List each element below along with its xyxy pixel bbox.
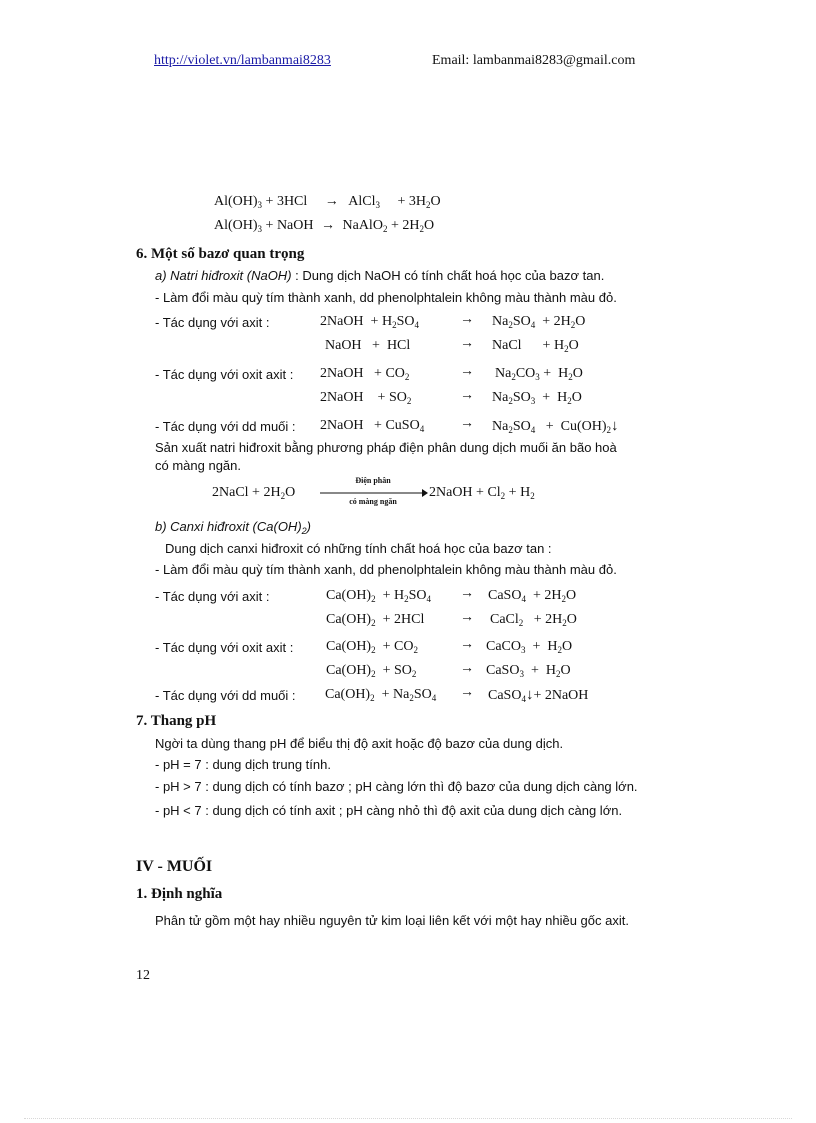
equation-caoh2-h2so4: $Ca(OH)_2 + H_2SO_4$: [326, 588, 432, 604]
caoh2-title: b) Canxi hiđroxit $(Ca(OH)_2)$: [155, 519, 312, 536]
equation-caoh2-na2so4-products: CaSO$_4$↓+ 2NaOH: [488, 687, 589, 704]
equation-naoh-co2-products: $Na_2CO_3 + H_2O$: [495, 366, 583, 382]
equation-electrolysis-reactants: 2NaCl + $2H_2O$: [212, 485, 296, 501]
ph-intro: Ngời ta dùng thang pH để biểu thị độ axit hoặc độ bazơ của dung dịch.: [155, 736, 564, 751]
ph-basic: - pH > 7 : dung dịch có tính bazơ ; pH càng lớn thì độ bazơ của dung dịch càng lớn.: [155, 779, 638, 794]
equation-naoh-hcl: NaOH + HCl: [325, 338, 411, 353]
electrolysis-label-top: Điện phân: [355, 476, 391, 485]
page-bottom-divider: [24, 1118, 792, 1119]
ph-acidic: - pH < 7 : dung dịch có tính axit ; pH càng nhỏ thì độ axit của dung dịch càng lớn.: [155, 803, 623, 818]
equation-caoh2-hcl: $Ca(OH)_2 + 2HCl$: [326, 612, 425, 628]
naoh-title: a) Natri hiđroxit (NaOH): [155, 268, 292, 283]
electrolysis-label-bottom: có màng ngăn: [349, 497, 397, 506]
electrolysis-arrow: [318, 476, 428, 510]
arrow-icon: →: [460, 416, 474, 431]
caoh2-acid-label: - Tác dụng với axit :: [155, 589, 270, 604]
section-iv-title: IV - MUỐI: [136, 858, 213, 875]
equation-caoh2-so2-products: CaSO$_3$ + $H_2O$: [486, 663, 571, 679]
arrow-icon: →: [460, 336, 474, 351]
caoh2-desc: Dung dịch canxi hiđroxit có những tính chất hoá học của bazơ tan :: [165, 541, 552, 556]
section-7-title: 7. Thang pH: [136, 713, 217, 729]
section-6-title: 6. Một số bazơ quan trọng: [136, 246, 305, 262]
equation-naoh-so2-products: $Na_2SO_3 + H_2O$: [492, 390, 582, 406]
arrow-icon: →: [460, 610, 474, 625]
naoh-production-line2: có màng ngăn.: [155, 458, 242, 473]
equation-aloh3-naoh: $Al(OH)_3$ + NaOH → NaAlO$_2$ + $2H_2O$: [214, 218, 435, 234]
naoh-desc: : Dung dịch NaOH có tính chất hoá học của bazơ tan.: [295, 268, 605, 283]
equation-caoh2-co2-products: CaCO$_3$ + $H_2O$: [486, 639, 573, 655]
equation-naoh-cuso4-products: $Na_2SO_4$ + $Cu(OH)_2↓$: [492, 418, 619, 435]
equation-naoh-cuso4: 2NaOH + CuSO$_4$: [320, 418, 425, 434]
equation-naoh-h2so4-products: $Na_2SO_4 + 2H_2O$: [492, 314, 586, 330]
equation-electrolysis-products: 2NaOH + $Cl_2 + H_2$: [429, 485, 535, 501]
arrow-icon: →: [460, 637, 474, 652]
naoh-intro: [155, 268, 604, 283]
section-iv-1-title: 1. Định nghĩa: [136, 886, 223, 902]
header-url-link[interactable]: http://violet.vn/lambanmai8283: [154, 53, 331, 68]
equation-naoh-co2: 2NaOH + $CO_2$: [320, 366, 410, 382]
arrow-icon: →: [460, 586, 474, 601]
equation-caoh2-hcl-products: CaCl$_2$ + $2H_2O$: [490, 612, 577, 628]
caoh2-salt-label: - Tác dụng với dd muối :: [155, 688, 296, 703]
naoh-salt-label: - Tác dụng với dd muối :: [155, 419, 296, 434]
naoh-production-line1: Sản xuất natri hiđroxit bằng phương pháp điện phân dung dịch muối ăn bão hoà: [155, 440, 617, 455]
equation-aloh3-hcl: $Al(OH)_3 + 3HCl$ → AlCl$_3$ + $3H_2O$: [214, 194, 441, 210]
naoh-indicator-line: - Làm đổi màu quỳ tím thành xanh, dd phenolphtalein không màu thành màu đỏ.: [155, 290, 617, 305]
header-email: Email: lambanmai8283@gmail.com: [432, 53, 636, 68]
naoh-oxit-label: - Tác dụng với oxit axit :: [155, 367, 294, 382]
salt-definition: Phân tử gồm một hay nhiều nguyên tử kim loại liên kết với một hay nhiều gốc axit.: [155, 913, 629, 928]
equation-caoh2-co2: $Ca(OH)_2 + CO_2$: [326, 639, 418, 655]
equation-caoh2-h2so4-products: CaSO$_4$ + $2H_2O$: [488, 588, 577, 604]
equation-naoh-hcl-products: NaCl + $H_2O$: [492, 338, 579, 354]
equation-naoh-h2so4: 2NaOH + $H_2SO_4$: [320, 314, 419, 330]
caoh2-indicator-line: - Làm đổi màu quỳ tím thành xanh, dd phenolphtalein không màu thành màu đỏ.: [155, 562, 617, 577]
arrow-icon: →: [460, 685, 474, 700]
equation-caoh2-so2: $Ca(OH)_2 + SO_2$: [326, 663, 417, 679]
equation-caoh2-na2so4: $Ca(OH)_2 + Na_2SO_4$: [325, 687, 437, 703]
arrow-icon: →: [460, 364, 474, 379]
naoh-acid-label: - Tác dụng với axit :: [155, 315, 270, 330]
page-number: 12: [136, 968, 150, 983]
arrow-icon: →: [460, 388, 474, 403]
ph-neutral: - pH = 7 : dung dịch trung tính.: [155, 757, 331, 772]
arrow-icon: →: [460, 312, 474, 327]
caoh2-oxit-label: - Tác dụng với oxit axit :: [155, 640, 294, 655]
equation-naoh-so2: 2NaOH + $SO_2$: [320, 390, 412, 406]
arrow-icon: →: [460, 661, 474, 676]
